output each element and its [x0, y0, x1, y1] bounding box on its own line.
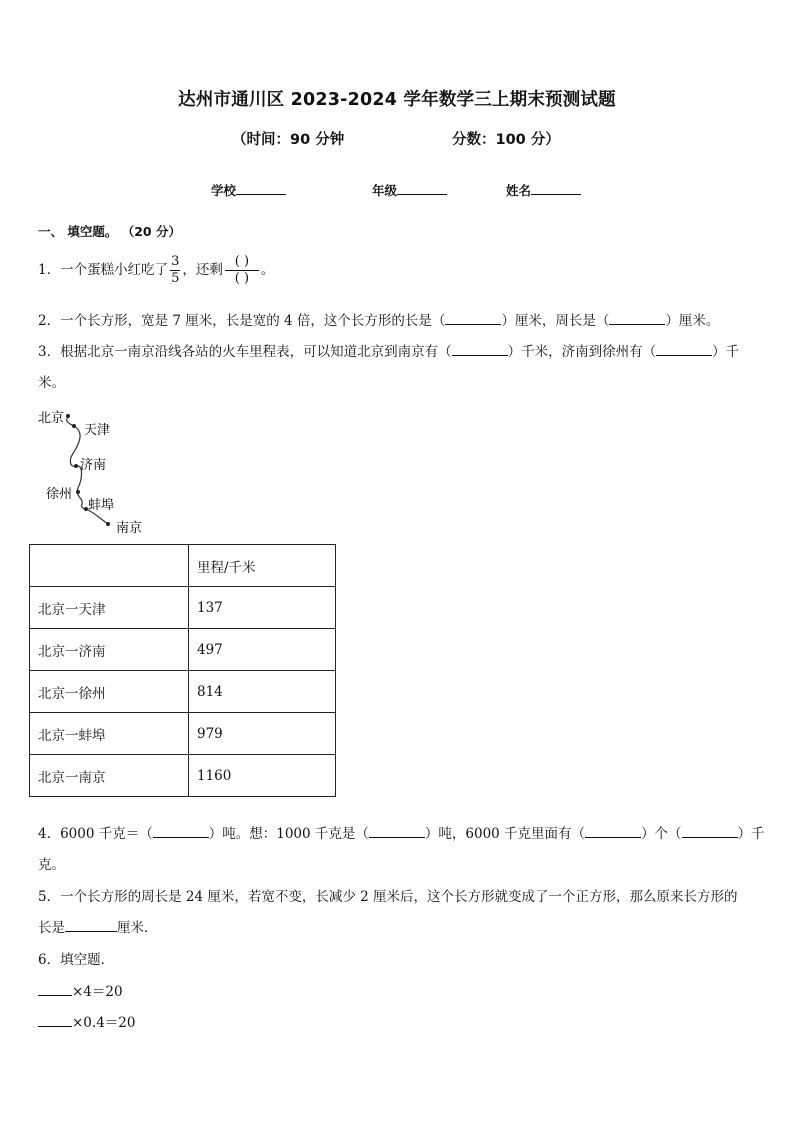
station-dot-beijing	[66, 414, 70, 418]
table-header-row	[30, 545, 336, 587]
question-3: 3．根据北京一南京沿线各站的火车里程表，可以知道北京到南京有（ ）千米，济南到徐州有（ ）千	[38, 344, 740, 360]
station-jinan: 济南	[80, 458, 107, 473]
q6-blank-1[interactable]	[38, 983, 72, 996]
section-heading: 一、 填空题。 （20 分）	[38, 224, 181, 239]
question-5-line2: 长是 厘米．	[38, 920, 158, 936]
school-label: 学校	[211, 183, 237, 198]
question-4: 4．6000 千克＝（ ）吨。想：1000 千克是（ ）吨，6000 千克里面有（ ）个（ ）千	[38, 826, 765, 842]
grade-label: 年级	[372, 183, 398, 198]
distance-table	[29, 544, 336, 797]
question-4-line2: 克。	[38, 857, 65, 873]
station-dot-tianjin	[72, 424, 76, 428]
station-dot-xuzhou	[76, 490, 80, 494]
station-dot-jinan	[74, 464, 78, 468]
name-field	[506, 181, 581, 199]
q4-blank-unit[interactable]	[682, 825, 738, 838]
school-blank[interactable]	[236, 182, 286, 195]
school-field	[211, 181, 286, 199]
q6-equation-2: ×0.4＝20	[38, 1014, 135, 1032]
q2-blank-length[interactable]	[445, 312, 501, 325]
q6-equation-1: ×4＝20	[38, 983, 123, 1001]
grade-blank[interactable]	[397, 182, 447, 195]
station-bengbu: 蚌埠	[88, 498, 115, 513]
table-row	[30, 671, 336, 713]
route-cell: 北京一南京	[30, 755, 189, 797]
name-label: 姓名	[506, 183, 532, 198]
q6-blank-2[interactable]	[38, 1014, 72, 1027]
route-cell: 北京一徐州	[30, 671, 189, 713]
route-cell: 北京一天津	[30, 587, 189, 629]
distance-cell: 497	[189, 629, 336, 671]
distance-cell: 814	[189, 671, 336, 713]
q4-blank-tons[interactable]	[153, 825, 209, 838]
q3-blank-bj-nj[interactable]	[452, 343, 508, 356]
table-row	[30, 629, 336, 671]
fraction-eaten: $\frac{3}{5}$	[171, 254, 180, 286]
station-nanjing: 南京	[116, 521, 143, 536]
question-6: 6．填空题．	[38, 952, 115, 968]
q1-text-mid: ，还剩	[182, 262, 223, 278]
route-cell: 北京一济南	[30, 629, 189, 671]
distance-cell: 1160	[189, 755, 336, 797]
question-1: 1．一个蛋糕小红吃了 $\frac{3}{5}$ ，还剩 $\frac{( )}{( )}$ 。	[38, 254, 275, 286]
distance-cell: 979	[189, 713, 336, 755]
table-header-cell: 里程/千米	[189, 545, 336, 587]
q4-blank-count[interactable]	[585, 825, 641, 838]
time-limit: （时间：90 分钟	[232, 132, 345, 148]
total-score: 分数：100 分）	[452, 132, 560, 148]
name-blank[interactable]	[531, 182, 581, 195]
station-tianjin: 天津	[84, 423, 111, 438]
question-5: 5．一个长方形的周长是 24 厘米，若宽不变，长减少 2 厘米后，这个长方形就变成了一个正方形，那么原来长方形的	[38, 889, 738, 905]
table-row	[30, 755, 336, 797]
page-title: 达州市通川区 2023-2024 学年数学三上期末预测试题	[178, 90, 616, 110]
rail-route-map	[30, 402, 200, 542]
q2-blank-perimeter[interactable]	[609, 312, 665, 325]
table-header-cell	[30, 545, 189, 587]
station-beijing: 北京	[38, 411, 65, 426]
route-cell: 北京一蚌埠	[30, 713, 189, 755]
q1-text: 1．一个蛋糕小红吃了	[38, 262, 169, 278]
q3-blank-jn-xz[interactable]	[656, 343, 712, 356]
q4-blank-1000kg[interactable]	[369, 825, 425, 838]
station-dot-nanjing	[106, 522, 110, 526]
distance-cell: 137	[189, 587, 336, 629]
station-xuzhou: 徐州	[46, 487, 73, 502]
question-2: 2．一个长方形，宽是 7 厘米，长是宽的 4 倍，这个长方形的长是（ ）厘米，周长是（ ）厘米。	[38, 313, 720, 329]
grade-field	[372, 181, 447, 199]
fraction-answer-blank[interactable]: $\frac{( )}{( )}$	[225, 254, 259, 287]
q5-blank-length[interactable]	[65, 919, 117, 932]
table-row	[30, 713, 336, 755]
question-3-line2: 米。	[38, 375, 65, 391]
table-row	[30, 587, 336, 629]
